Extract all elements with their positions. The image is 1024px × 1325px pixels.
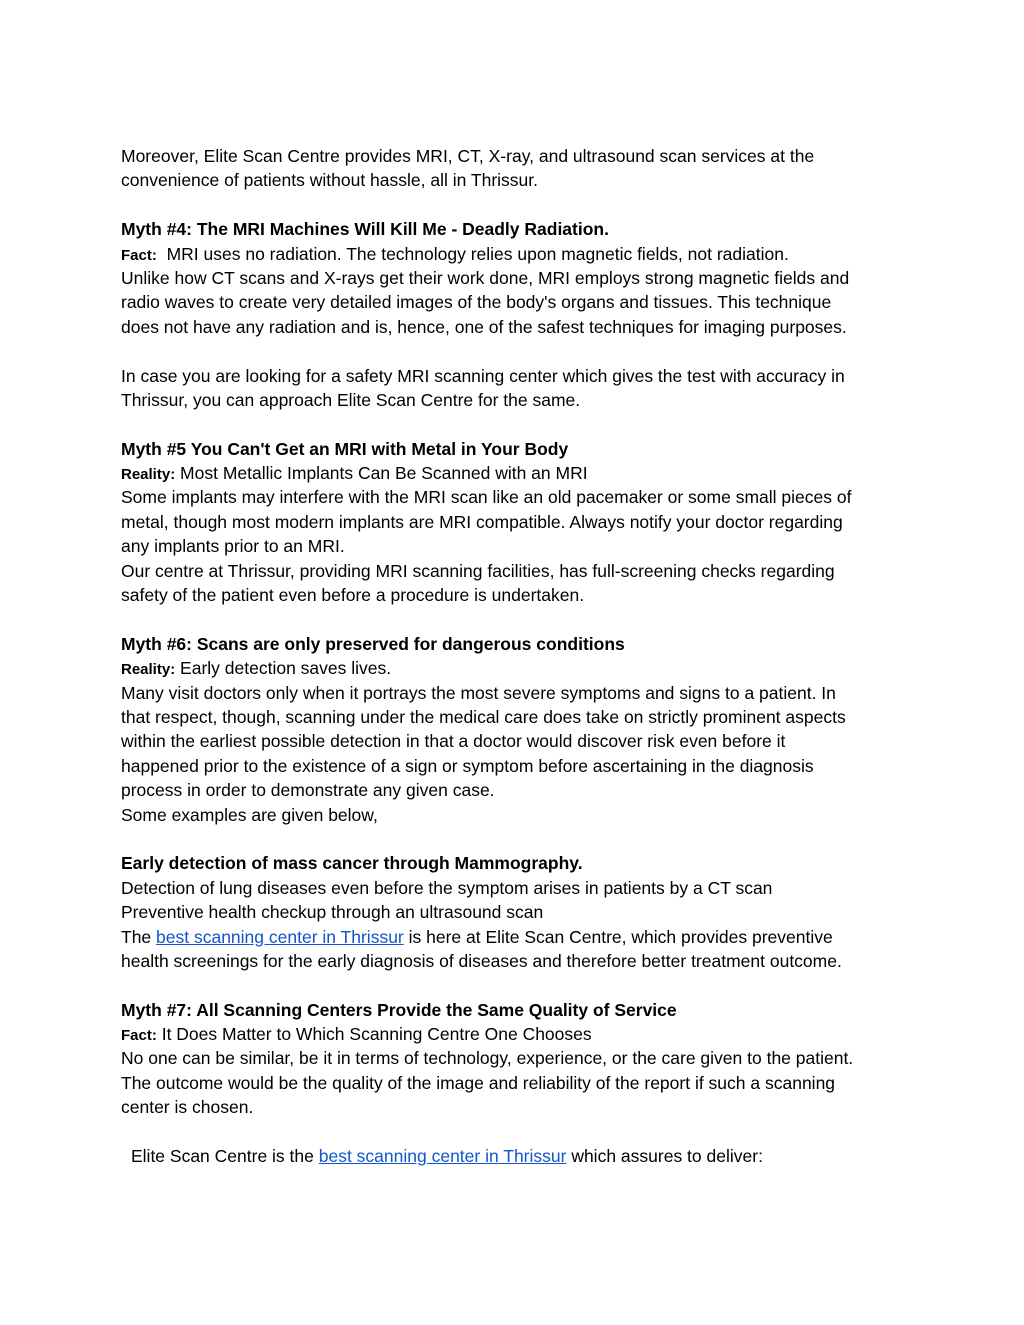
- paragraph-line: Unlike how CT scans and X-rays get their work done, MRI employs strong magnetic fields and: [121, 267, 850, 288]
- paragraph-line: does not have any radiation and is, hence, one of the safest techniques for imaging purposes.: [121, 316, 847, 337]
- reality-text: Early detection saves lives.: [175, 658, 392, 679]
- paragraph-line: Some implants may interfere with the MRI scan like an old pacemaker or some small pieces of: [121, 487, 852, 508]
- spacer: [121, 1120, 911, 1144]
- fact-label: Fact:: [121, 1027, 157, 1045]
- paragraph-line: Thrissur, you can approach Elite Scan Centre for the same.: [121, 389, 581, 410]
- paragraph-line: safety of the patient even before a procedure is undertaken.: [121, 585, 585, 606]
- spacer: [121, 193, 911, 217]
- paragraph-line: any implants prior to an MRI.: [121, 536, 345, 557]
- paragraph-line: happened prior to the existence of a sign or symptom before ascertaining in the diagnosis: [121, 755, 814, 776]
- paragraph-line: The outcome would be the quality of the image and reliability of the report if such a scanning: [121, 1072, 836, 1093]
- paragraph-line: health screenings for the early diagnosis of diseases and therefore better treatment outcome.: [121, 950, 842, 971]
- spacer: [121, 827, 911, 851]
- paragraph-line: within the earliest possible detection in that a doctor would discover risk even before it: [121, 731, 786, 752]
- fact-text: MRI uses no radiation. The technology relies upon magnetic fields, not radiation.: [156, 243, 789, 264]
- best-scanning-center-link[interactable]: best scanning center in Thrissur: [318, 1146, 567, 1167]
- paragraph-line: Our centre at Thrissur, providing MRI scanning facilities, has full-screening checks regarding: [121, 560, 835, 581]
- myth-6-reality-line: [121, 656, 911, 680]
- text-prefix: Elite Scan Centre is the: [131, 1146, 319, 1167]
- spacer: [121, 412, 911, 436]
- myth-7-fact-line: [121, 1022, 911, 1046]
- paragraph-line: metal, though most modern implants are MRI compatible. Always notify your doctor regarding: [121, 511, 843, 532]
- paragraph-line: No one can be similar, be it in terms of technology, experience, or the care given to the patient.: [121, 1048, 854, 1069]
- paragraph-line: center is chosen.: [121, 1097, 254, 1118]
- fact-text: It Does Matter to Which Scanning Centre One Chooses: [156, 1024, 592, 1045]
- text-suffix: is here at Elite Scan Centre, which provides preventive: [403, 926, 833, 947]
- text-suffix: which assures to deliver:: [566, 1146, 763, 1167]
- paragraph-line: In case you are looking for a safety MRI scanning center which gives the test with accuracy in: [121, 365, 845, 386]
- reality-text: Most Metallic Implants Can Be Scanned with an MRI: [175, 463, 588, 484]
- spacer: [121, 973, 911, 997]
- myth-4-fact-line: [121, 242, 911, 266]
- paragraph-line: Preventive health checkup through an ultrasound scan: [121, 902, 544, 923]
- paragraph-line: radio waves to create very detailed images of the body's organs and tissues. This technique: [121, 292, 832, 313]
- examples-heading: Early detection of mass cancer through Mammography.: [121, 853, 583, 874]
- reality-label: Reality:: [121, 466, 176, 484]
- text-prefix: The: [121, 926, 157, 947]
- myth-7-heading: Myth #7: All Scanning Centers Provide the Same Quality of Service: [121, 999, 677, 1020]
- myth-4-heading: Myth #4: The MRI Machines Will Kill Me - Deadly Radiation.: [121, 219, 609, 240]
- document-page: [121, 144, 911, 1168]
- paragraph-line: Some examples are given below,: [121, 804, 378, 825]
- paragraph-line: Detection of lung diseases even before the symptom arises in patients by a CT scan: [121, 877, 773, 898]
- paragraph-line: process in order to demonstrate any given case.: [121, 780, 495, 801]
- spacer: [121, 607, 911, 631]
- paragraph-line: that respect, though, scanning under the medical care does take on strictly prominent aspects: [121, 706, 846, 727]
- myth-6-heading: Myth #6: Scans are only preserved for dangerous conditions: [121, 633, 625, 654]
- closing-line: [121, 1144, 911, 1168]
- reality-label: Reality:: [121, 661, 176, 679]
- myth-5-reality-line: [121, 461, 911, 485]
- paragraph-line: convenience of patients without hassle, all in Thrissur.: [121, 170, 538, 191]
- paragraph-line: Many visit doctors only when it portrays the most severe symptoms and signs to a patient. In: [121, 682, 836, 703]
- spacer: [121, 339, 911, 363]
- fact-label: Fact:: [121, 246, 157, 264]
- best-scanning-center-link[interactable]: best scanning center in Thrissur: [156, 926, 404, 947]
- paragraph-line-with-link: [121, 925, 911, 949]
- paragraph-line: Moreover, Elite Scan Centre provides MRI, CT, X-ray, and ultrasound scan services at the: [121, 146, 815, 166]
- myth-5-heading: Myth #5 You Can't Get an MRI with Metal in Your Body: [121, 438, 569, 459]
